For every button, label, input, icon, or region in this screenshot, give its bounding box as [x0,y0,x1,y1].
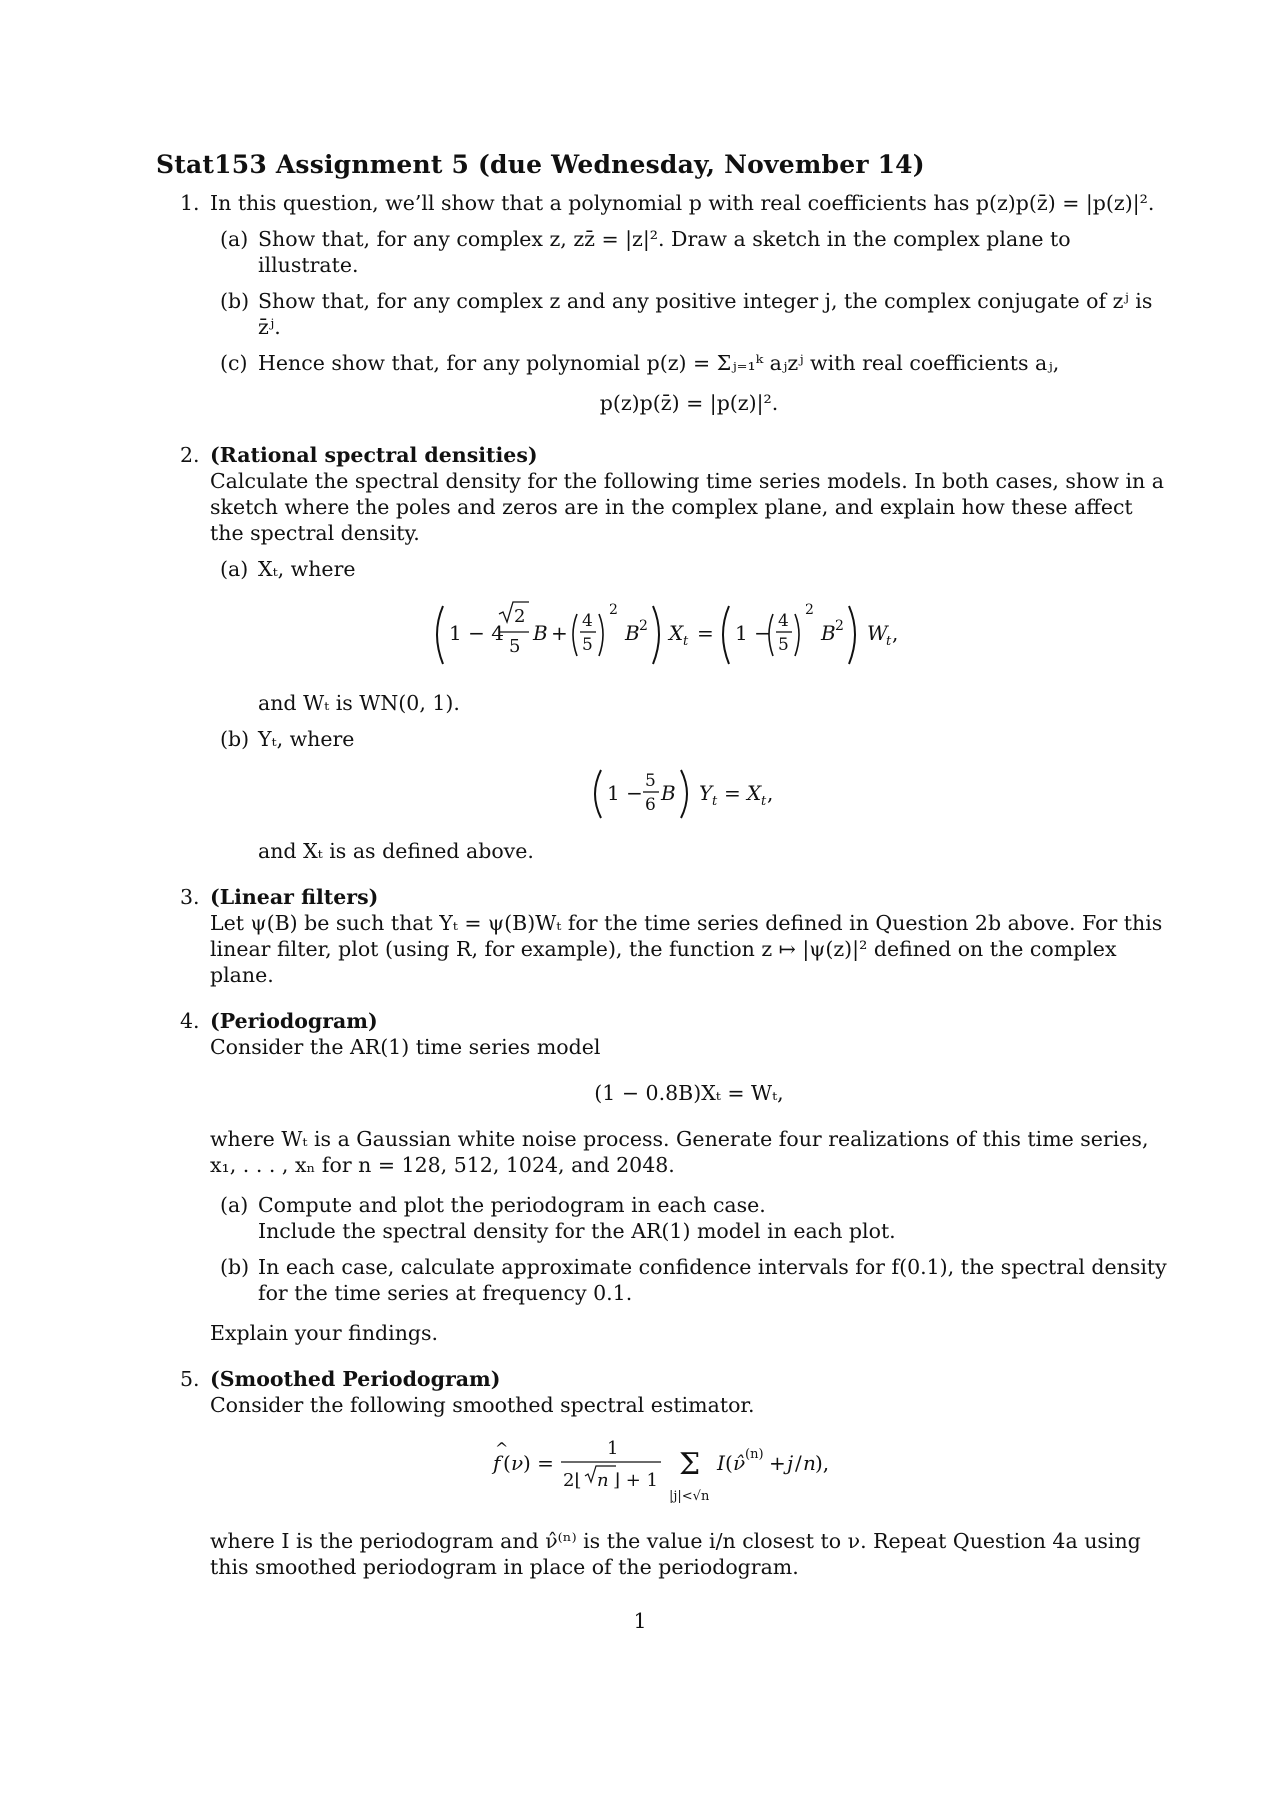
svg-text:=: = [697,621,714,645]
equation-4: (1 − 0.8B)Xₜ = Wₜ, [594,1081,784,1105]
svg-text:+: + [769,1451,786,1475]
question-2-text: Calculate the spectral density for the following time series models. In both cases, show in a sketch where the poles and zeros are in the complex plane, and explain how these affect the spectral density. [210,469,1165,545]
svg-text:4: 4 [582,611,593,631]
question-2b-text: Yₜ, where [258,727,355,751]
svg-text:2⌊: 2⌊ [563,1470,582,1491]
svg-text:=: = [724,781,741,805]
svg-text:X: X [669,621,684,645]
svg-text:Σ: Σ [679,1447,701,1482]
question-1-intro: In this question, we’ll show that a polynomial p with real coefficients has p(z)p(z̄) = |p(z)|². [210,191,1155,215]
question-4a-text2: Include the spectral density for the AR(1) model in each plot. [258,1219,896,1243]
question-1a [210,226,1168,278]
question-1c [210,350,1168,376]
question-2 [156,442,1168,864]
svg-text:,: , [767,781,774,805]
page-title: Stat153 Assignment 5 (due Wednesday, November 14) [156,150,925,179]
svg-text:),: ), [815,1451,830,1475]
question-5 [156,1366,1168,1580]
question-4 [156,1008,1168,1346]
svg-text:5: 5 [645,771,656,791]
question-2b-after: and Xₜ is as defined above. [258,839,534,863]
svg-text:(n): (n) [745,1447,764,1462]
question-1c-text: Hence show that, for any polynomial p(z) = Σⱼ₌₁ᵏ aⱼzʲ with real coefficients aⱼ, [258,351,1060,375]
question-1a-text: Show that, for any complex z, zz̄ = |z|². Draw a sketch in the complex plane to illustrate. [258,227,1071,277]
svg-text:2: 2 [514,606,526,627]
svg-text:4: 4 [778,611,789,631]
svg-text:B: B [661,781,676,805]
question-3-text: Let ψ(B) be such that Yₜ = ψ(B)Wₜ for the time series defined in Question 2b above. For this linear filter, plot (using R, for example), the function z ↦ |ψ(z)|² defined on the complex plane. [210,911,1163,987]
svg-text:ν: ν [511,1451,524,1475]
question-number: 4. [180,1009,200,1033]
question-4-text: Consider the AR(1) time series model [210,1035,601,1059]
svg-text:1 − 4: 1 − 4 [449,621,504,645]
svg-text:⌋ + 1: ⌋ + 1 [613,1470,658,1491]
question-5-text2: where I is the periodogram and ν̂⁽ⁿ⁾ is the value i/n closest to ν. Repeat Question 4a using this smoothed periodogram in place of the periodogram. [210,1529,1141,1579]
svg-text:(: ( [503,1451,511,1475]
svg-text:2: 2 [835,618,844,634]
question-4-text2: where Wₜ is a Gaussian white noise process. Generate four realizations of this time series, x₁, . . . , xₙ for n = 128, 512, 1024, and 2048. [210,1127,1149,1177]
equation-2a-graphic [429,592,949,676]
subpart-label: (b) [220,1255,250,1279]
svg-text:(: ( [725,1451,733,1475]
svg-text:1 −: 1 − [735,621,771,645]
equation-5 [210,1430,1168,1516]
svg-text:5: 5 [509,636,521,657]
svg-text:W: W [867,621,888,645]
svg-text:/: / [795,1451,802,1475]
equation-2a [210,592,1168,682]
svg-text:t: t [683,634,689,649]
svg-text:+: + [551,621,568,645]
question-5-title: (Smoothed Periodogram) [210,1367,501,1391]
subpart-label: (a) [220,557,249,581]
equation-1c: p(z)p(z̄) = |p(z)|². [599,391,779,415]
question-4a [210,1192,1168,1244]
question-4b-text: In each case, calculate approximate confidence intervals for f(0.1), the spectral density for the time series at frequency 0.1. [258,1255,1167,1305]
svg-text:2: 2 [805,602,814,618]
subpart-label: (a) [220,227,249,251]
equation-2b-graphic [589,762,789,826]
svg-text:n: n [803,1451,816,1475]
svg-text:f: f [493,1451,501,1475]
svg-text:5: 5 [582,635,593,655]
svg-text:1 −: 1 − [607,781,643,805]
svg-text:) =: ) = [523,1451,554,1475]
equation-2b [210,762,1168,832]
question-1b [210,288,1168,340]
subpart-label: (b) [220,727,250,751]
question-3-title: (Linear filters) [210,885,379,909]
equation-5-graphic [489,1430,889,1510]
question-1 [156,190,1168,416]
svg-text:5: 5 [778,635,789,655]
page-number: 1 [633,1609,647,1633]
assignment-page [156,152,1168,1598]
svg-text:t: t [761,794,767,809]
question-1b-text: Show that, for any complex z and any positive integer j, the complex conjugate of zʲ is z̄ʲ. [258,289,1153,339]
svg-text:Y: Y [699,781,713,805]
svg-text:B: B [821,621,836,645]
svg-text:t: t [712,794,718,809]
svg-text:2: 2 [609,602,618,618]
svg-text:|j|<√n: |j|<√n [669,1489,710,1504]
question-number: 3. [180,885,200,909]
question-2b [210,726,1168,752]
svg-text:n: n [597,1470,609,1491]
svg-text:X: X [747,781,762,805]
question-3 [156,884,1168,988]
question-4-title: (Periodogram) [210,1009,378,1033]
subpart-label: (b) [220,289,250,313]
svg-text:j: j [787,1451,794,1475]
svg-text:t: t [886,634,892,649]
question-2-title: (Rational spectral densities) [210,443,538,467]
question-2a [210,556,1168,582]
svg-text:,: , [892,621,899,645]
question-5-text: Consider the following smoothed spectral estimator. [210,1393,755,1417]
question-2a-after: and Wₜ is WN(0, 1). [258,691,460,715]
question-4b [210,1254,1168,1306]
question-2a-text: Xₜ, where [258,557,356,581]
question-4a-text: Compute and plot the periodogram in each case. [258,1193,766,1217]
question-number: 2. [180,443,200,467]
svg-text:B: B [533,621,548,645]
question-4-explain: Explain your findings. [210,1321,439,1345]
svg-text:2: 2 [639,618,648,634]
question-number: 1. [180,191,200,215]
svg-text:^: ^ [495,1439,509,1458]
svg-text:I: I [717,1451,725,1475]
svg-text:1: 1 [607,1438,619,1459]
question-number: 5. [180,1367,200,1391]
svg-text:B: B [625,621,640,645]
svg-text:6: 6 [645,795,656,815]
svg-text:ν̂: ν̂ [733,1451,746,1475]
subpart-label: (c) [220,351,248,375]
subpart-label: (a) [220,1193,249,1217]
